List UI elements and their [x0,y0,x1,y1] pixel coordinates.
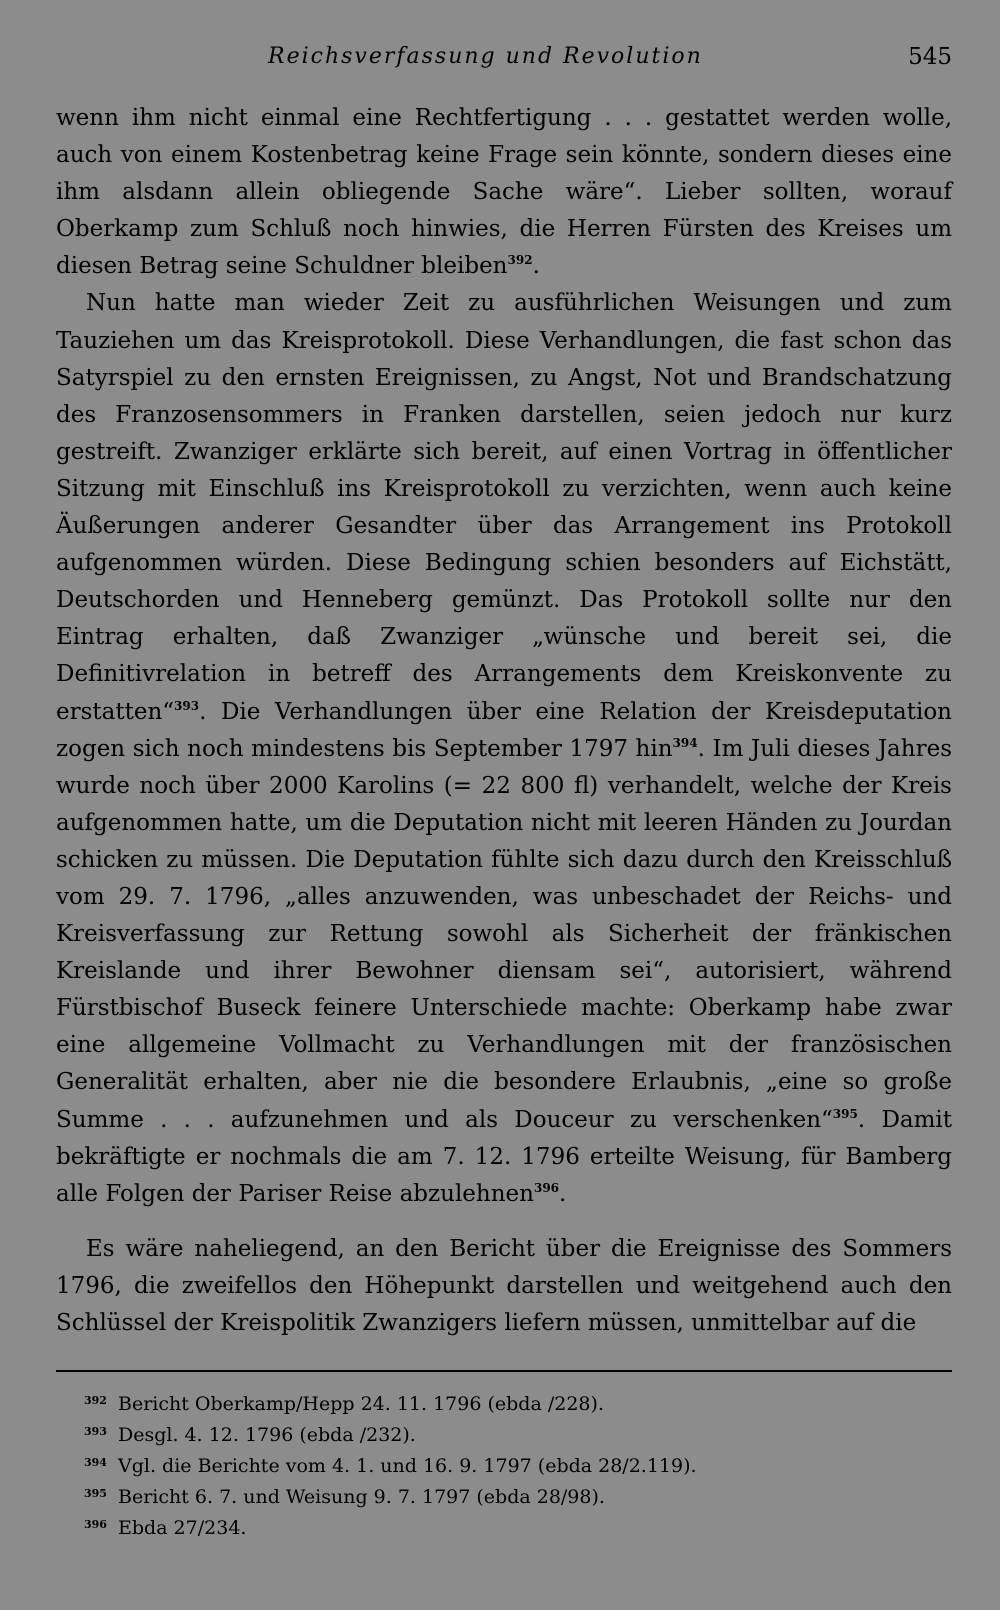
footnote [84,1483,944,1514]
footnote-number: 394 [84,1456,107,1469]
footnote-reference: 396 [533,1180,560,1195]
footnote-number: 393 [84,1425,107,1438]
footnote-number: 392 [84,1394,107,1407]
paragraph [56,1231,952,1342]
text-run: . Damit bekräftigte er nochmals die am 7. 12. 1796 erteilte Weisung, für Bamberg alle Folgen der Pariser Reise abzulehnen [56,1106,953,1207]
text-run: Es wäre naheliegend, an den Bericht über die Ereignisse des Sommers 1796, die zweifellos den Höhepunkt darstellen und weitgehend auch den Schlüssel der Kreispolitik Zwanzigers liefern müssen, unmittelbar auf die [56,1235,952,1336]
footnote-number: 395 [84,1487,107,1500]
text-run: . [532,253,540,280]
running-header [56,40,952,76]
footnote-divider [56,1370,952,1372]
paragraph [56,285,952,1212]
footnote-reference: 395 [832,1106,858,1121]
page-number: 545 [908,44,952,70]
footnote [84,1421,944,1452]
footnote-reference: 392 [507,253,533,268]
footnote-text: Ebda 27/234. [118,1517,247,1539]
text-run: . Im Juli dieses Jahres wurde noch über 2000 Karolins (= 22 800 fl) verhandelt, welche der Kreis aufgenommen hatte, um die Deputation nicht mit leeren Händen zu Jourdan schicken zu müssen. Die Deputation fühlte sich dazu durch den Kreisschluß vom 29. 7. 1796, „alles anzuwenden, was unbeschadet der Reichs- und Kreisverfassung zur Rettung sowohl als Sicherheit der fränkischen Kreislande und ihrer Bewohner diensam sei“, autorisiert, während Fürstbischof Buseck feinere Unterschiede machte: Oberkamp habe zwar eine allgemeine Vollmacht zu Verhandlungen mit der französischen Generalität erhalten, aber nie die besondere Erlaubnis, „eine so große Summe . . . aufzunehmen und als Douceur zu verschenken“ [56,735,952,1133]
footnotes [84,1390,944,1545]
footnote-reference: 393 [174,698,200,713]
footnote-reference: 394 [672,735,698,750]
text-run: . Die Verhandlungen über eine Relation der Kreisdeputation zogen sich noch mindestens bis September 1797 hin [56,698,952,762]
paragraph [56,100,952,285]
footnote-number: 396 [84,1518,107,1531]
text-run: wenn ihm nicht einmal eine Rechtfertigung . . . gestattet werden wolle, auch von einem Kostenbetrag keine Frage sein könnte, sondern dieses eine ihm alsdann allein obliegende Sache wäre“. Lieber sollten, worauf Oberkamp zum Schluß noch hinwies, die Herren Fürsten des Kreises um diesen Betrag seine Schuldner bleiben [56,105,952,280]
book-page [56,40,952,1580]
text-run: Nun hatte man wieder Zeit zu ausführlichen Weisungen und zum Tauziehen um das Kreisprotokoll. Diese Verhandlungen, die fast schon das Satyrspiel zu den ernsten Ereignissen, zu Angst, Not und Brandschatzung des Franzosensommers in Franken darstellen, seien jedoch nur kurz gestreift. Zwanziger erklärte sich bereit, auf einen Vortrag in öffentlicher Sitzung mit Einschluß ins Kreisprotokoll zu verzichten, wenn auch keine Äußerungen anderer Gesandter über das Arrangement ins Protokoll aufgenommen würden. Diese Bedingung schien besonders auf Eichstätt, Deutschorden und Henneberg gemünzt. Das Protokoll sollte nur den Eintrag erhalten, daß Zwanziger „wünsche und bereit sei, die Definitivrelation in betreff des Arrangements dem Kreiskonvente zu erstatten“ [56,290,952,725]
footnote [84,1452,944,1483]
footnote-text: Bericht 6. 7. und Weisung 9. 7. 1797 (ebda 28/98). [118,1486,605,1508]
running-title: Reichsverfassung und Revolution [268,44,703,69]
footnote-text: Desgl. 4. 12. 1796 (ebda /232). [118,1424,416,1446]
footnote-text: Vgl. die Berichte vom 4. 1. und 16. 9. 1797 (ebda 28/2.119). [118,1455,697,1477]
footnote-text: Bericht Oberkamp/Hepp 24. 11. 1796 (ebda /228). [118,1393,604,1415]
footnote [84,1514,944,1545]
body-text [56,100,952,1342]
text-run: . [559,1180,567,1207]
footnote [84,1390,944,1421]
